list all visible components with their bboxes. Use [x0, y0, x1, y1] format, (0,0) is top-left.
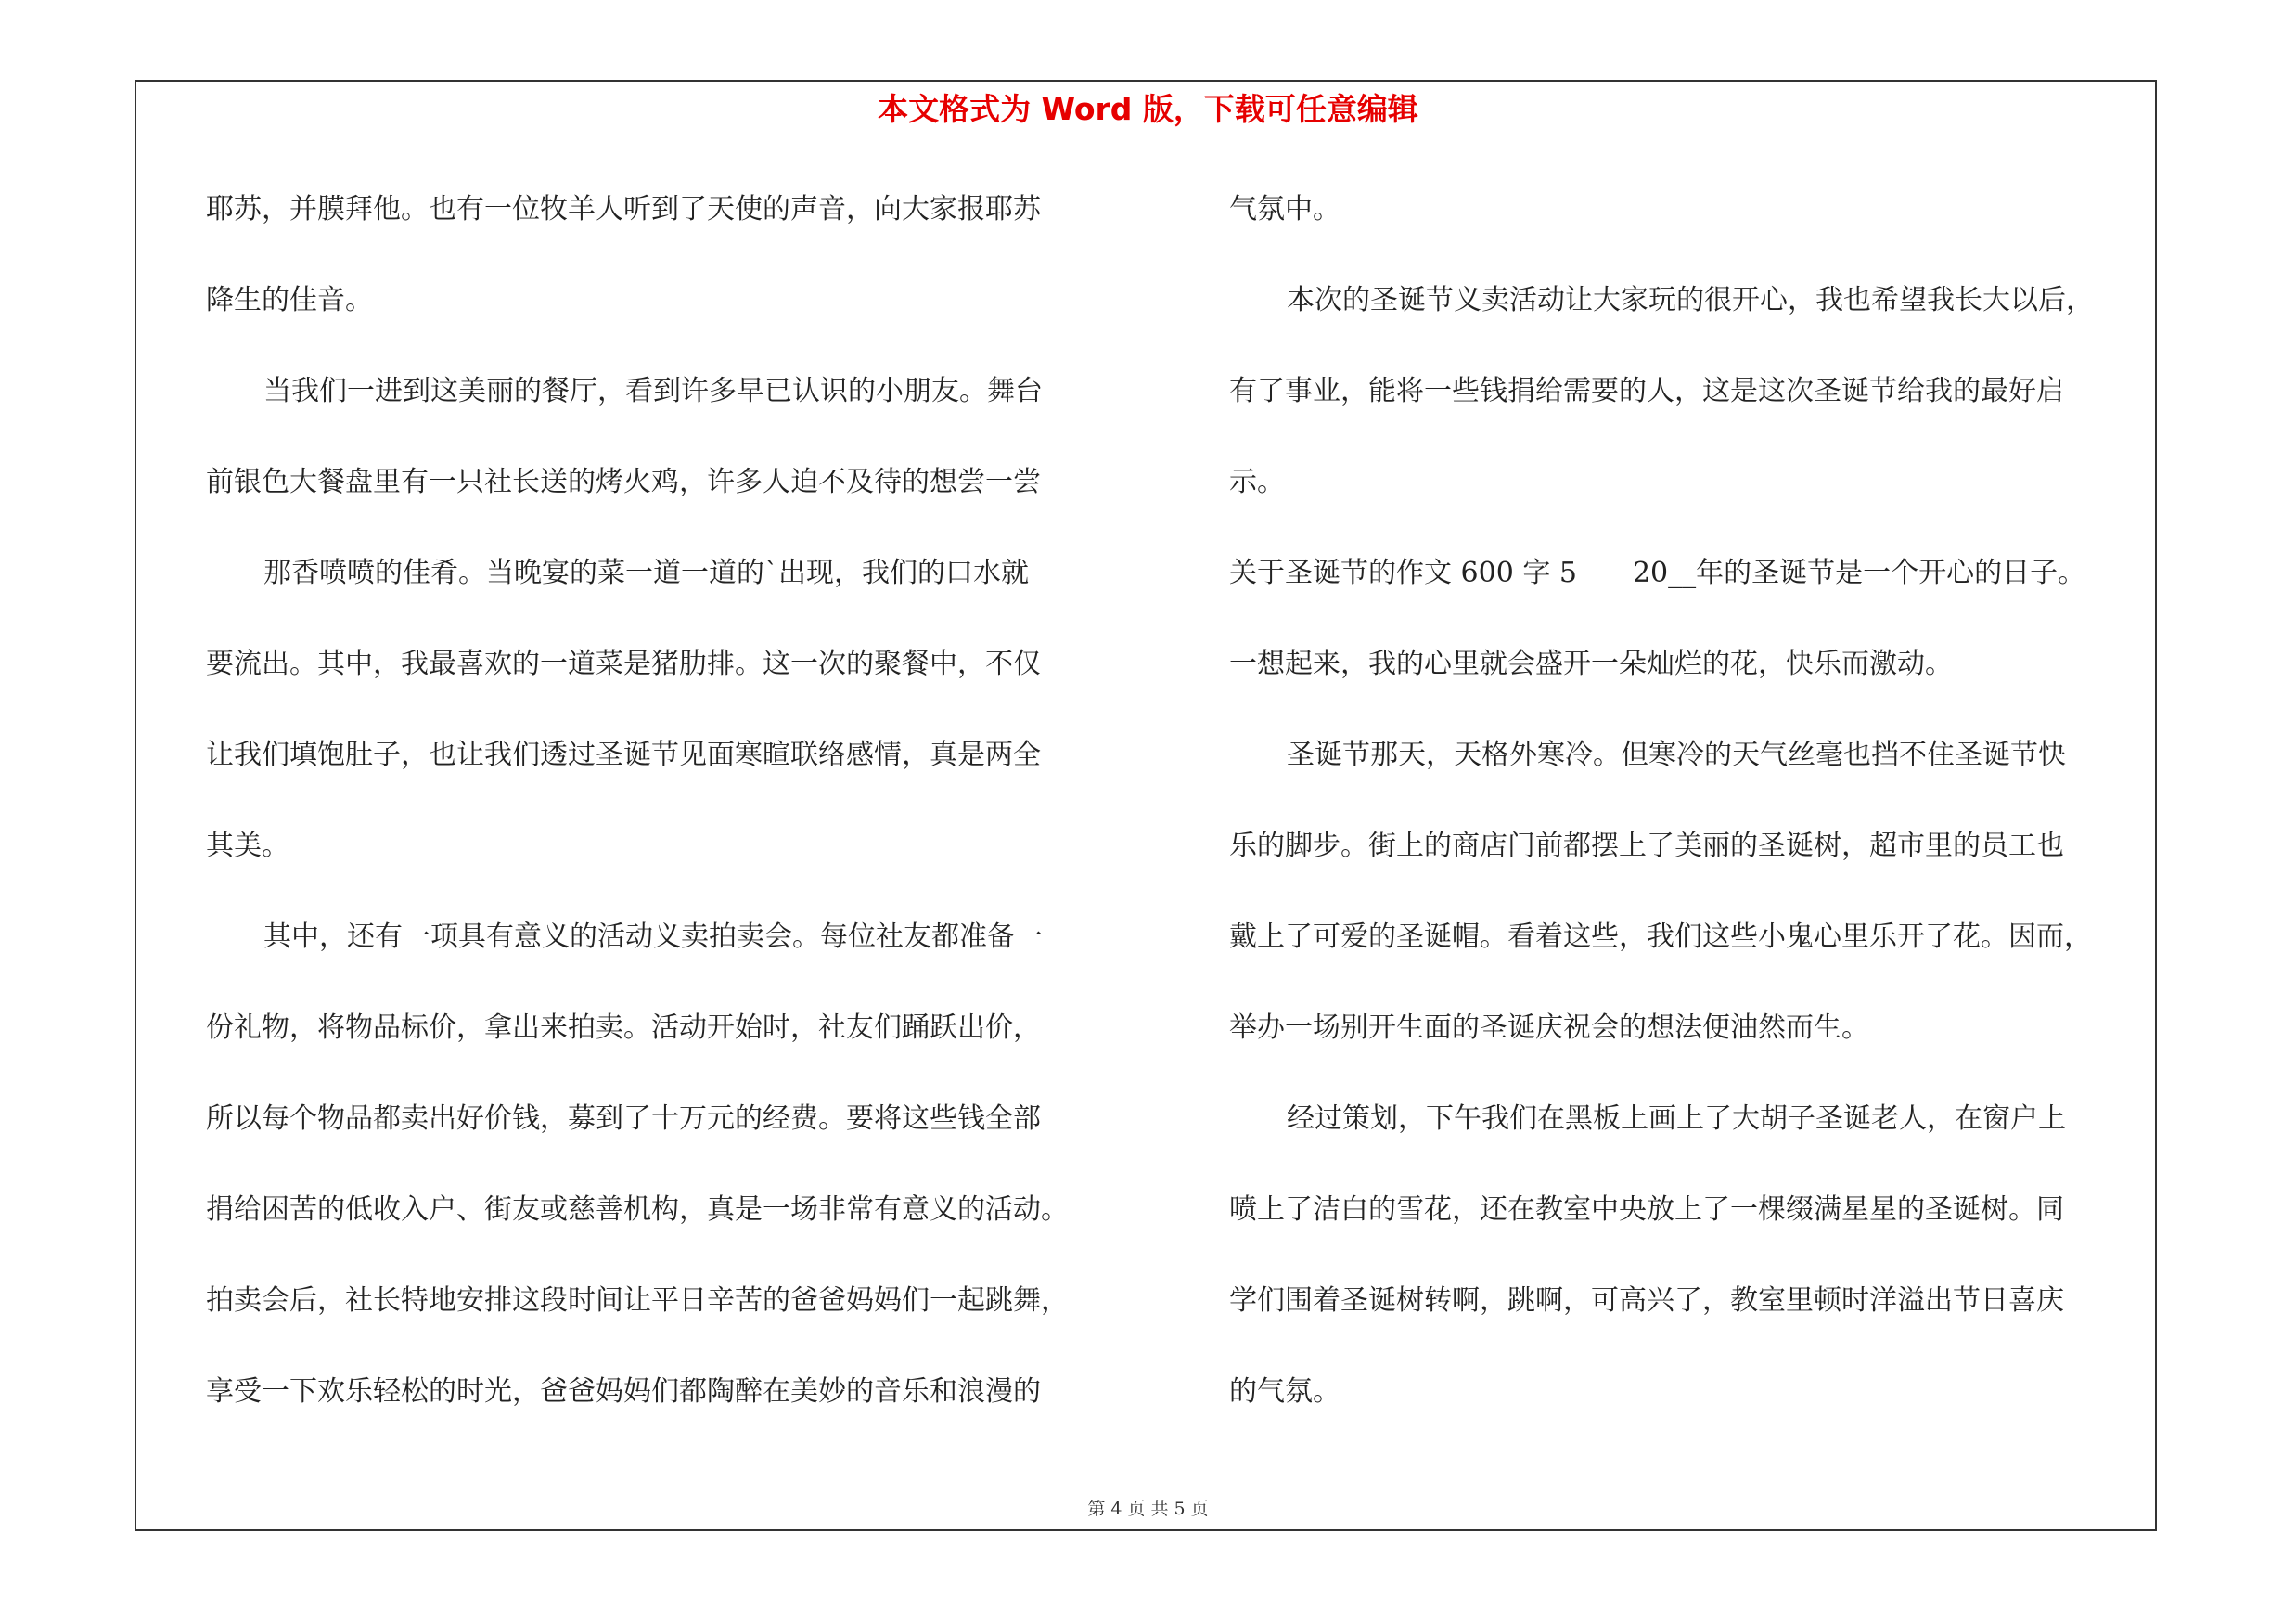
text-line: 关于圣诞节的作文 600 字 5 20__年的圣诞节是一个开心的日子。 — [1229, 557, 2086, 589]
text-line: 学们围着圣诞树转啊，跳啊，可高兴了，教室里顿时洋溢出节日喜庆 — [1229, 1284, 2064, 1317]
text-line: 举办一场别开生面的圣诞庆祝会的想法便油然而生。 — [1229, 1011, 1869, 1044]
text-line: 当我们一进到这美丽的餐厅，看到许多早已认识的小朋友。舞台 — [263, 375, 1043, 407]
left-text-column — [206, 182, 1143, 1455]
text-line: 气氛中。 — [1229, 193, 1340, 225]
text-line: 前银色大餐盘里有一只社长送的烤火鸡，许多人迫不及待的想尝一尝 — [206, 466, 1041, 498]
text-line: 一想起来，我的心里就会盛开一朵灿烂的花，快乐而激动。 — [1229, 648, 1953, 680]
text-line: 要流出。其中，我最喜欢的一道菜是猪肋排。这一次的聚餐中，不仅 — [206, 648, 1041, 680]
text-line: 所以每个物品都卖出好价钱，募到了十万元的经费。要将这些钱全部 — [206, 1102, 1041, 1135]
page-number: 第 4 页 共 5 页 — [1087, 1499, 1209, 1519]
text-line: 享受一下欢乐轻松的时光，爸爸妈妈们都陶醉在美妙的音乐和浪漫的 — [206, 1375, 1041, 1408]
text-line: 其美。 — [206, 830, 289, 862]
text-line: 其中，还有一项具有意义的活动义卖拍卖会。每位社友都准备一 — [263, 921, 1043, 953]
text-line: 戴上了可爱的圣诞帽。看着这些，我们这些小鬼心里乐开了花。因而， — [1229, 921, 2092, 953]
text-line: 有了事业，能将一些钱捐给需要的人，这是这次圣诞节给我的最好启 — [1229, 375, 2064, 407]
text-line: 乐的脚步。街上的商店门前都摆上了美丽的圣诞树，超市里的员工也 — [1229, 830, 2064, 862]
text-line: 降生的佳音。 — [206, 284, 373, 316]
right-text-column — [1229, 182, 2185, 1455]
text-line: 让我们填饱肚子，也让我们透过圣诞节见面寒暄联络感情，真是两全 — [206, 739, 1041, 771]
text-line: 捐给困苦的低收入户、街友或慈善机构，真是一场非常有意义的活动。 — [206, 1193, 1069, 1226]
document-header: 本文格式为 Word 版，下载可任意编辑 — [878, 91, 1418, 127]
text-line: 本次的圣诞节义卖活动让大家玩的很开心，我也希望我长大以后， — [1287, 284, 2094, 316]
text-line: 经过策划，下午我们在黑板上画上了大胡子圣诞老人，在窗户上 — [1287, 1102, 2066, 1135]
text-line: 圣诞节那天，天格外寒冷。但寒冷的天气丝毫也挡不住圣诞节快 — [1287, 739, 2066, 771]
text-line: 喷上了洁白的雪花，还在教室中央放上了一棵缀满星星的圣诞树。同 — [1229, 1193, 2064, 1226]
text-line: 示。 — [1229, 466, 1285, 498]
text-line: 份礼物，将物品标价，拿出来拍卖。活动开始时，社友们踊跃出价， — [206, 1011, 1041, 1044]
text-line: 的气氛。 — [1229, 1375, 1340, 1408]
text-line: 拍卖会后，社长特地安排这段时间让平日辛苦的爸爸妈妈们一起跳舞， — [206, 1284, 1069, 1317]
text-line: 耶苏，并膜拜他。也有一位牧羊人听到了天使的声音，向大家报耶苏 — [206, 193, 1041, 225]
text-line: 那香喷喷的佳肴。当晚宴的菜一道一道的`出现，我们的口水就 — [263, 557, 1029, 589]
